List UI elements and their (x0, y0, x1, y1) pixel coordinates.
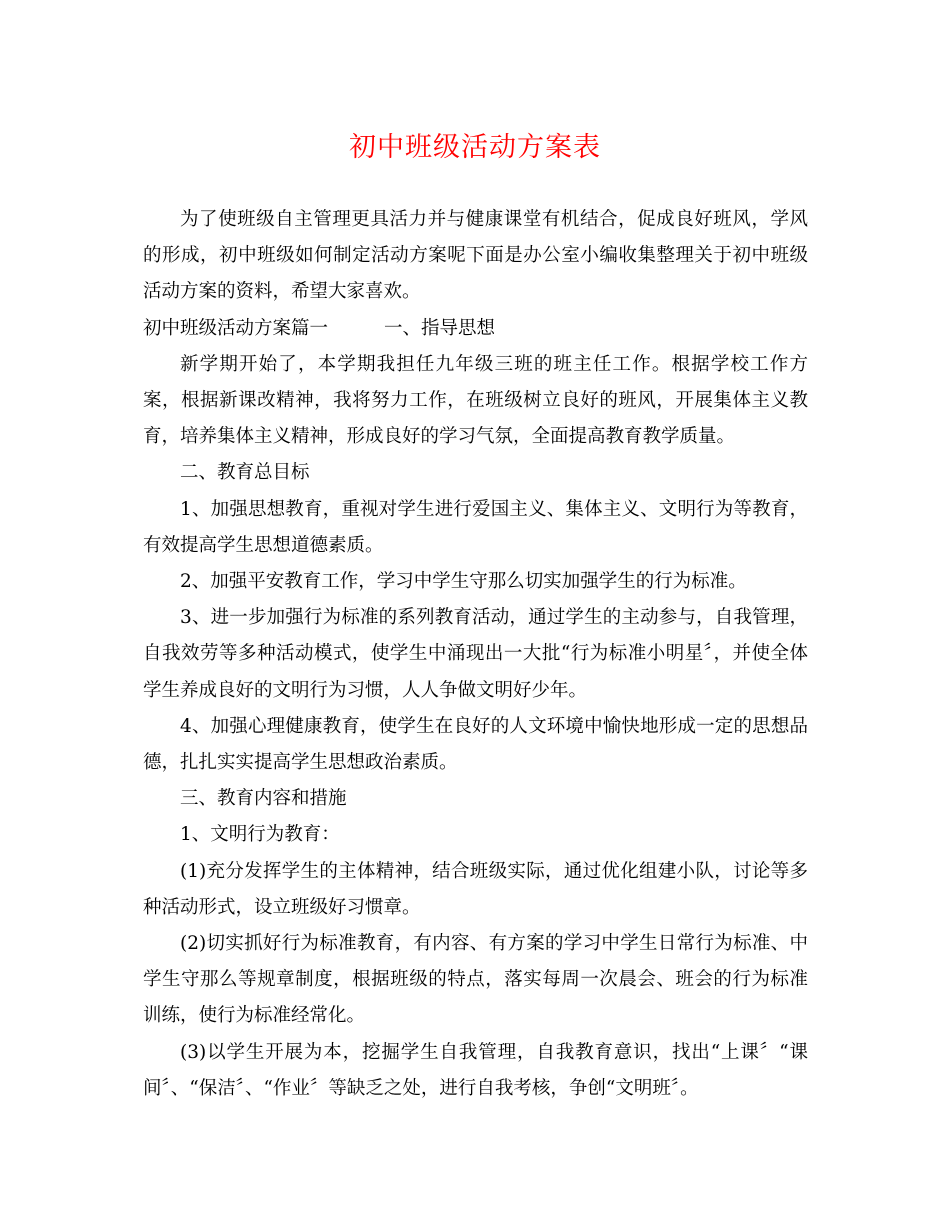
goal-item: 2、加强平安教育工作，学习中学生守那么切实加强学生的行为标准。 (180, 571, 747, 593)
section-label: 初中班级活动方案篇一 (143, 317, 329, 339)
measure-item: (3)以学生开展为本，挖掘学生自我管理，自我教育意识，找出“上课〞“课间〞、“保洁〞、“作业〞等缺乏之处，进行自我考核，争创“文明班〞。 (143, 1041, 808, 1099)
intro-paragraph: 为了使班级自主管理更具活力并与健康课堂有机结合，促成良好班风，学风的形成，初中班级如何制定活动方案呢下面是办公室小编收集整理关于初中班级活动方案的资料，希望大家喜欢。 (143, 209, 808, 303)
goal-item: 1、加强思想教育，重视对学生进行爱国主义、集体主义、文明行为等教育，有效提高学生思想道德素质。 (143, 498, 808, 556)
subsection-heading: 1、文明行为教育： (180, 824, 340, 846)
measure-item: (2)切实抓好行为标准教育，有内容、有方案的学习中学生日常行为标准、中学生守那么等规章制度，根据班级的特点，落实每周一次晨会、班会的行为标准训练，使行为标准经常化。 (143, 933, 808, 1027)
document-title: 初中班级活动方案表 (349, 132, 601, 163)
guiding-heading: 一、指导思想 (384, 317, 496, 339)
goals-heading: 二、教育总目标 (180, 462, 310, 484)
section-header-line (143, 311, 808, 347)
guiding-paragraph: 新学期开始了，本学期我担任九年级三班的班主任工作。根据学校工作方案，根据新课改精神，我将努力工作，在班级树立良好的班风，开展集体主义教育，培养集体主义精神，形成良好的学习气氛，全面提高教育教学质量。 (143, 353, 808, 448)
measure-item: (1)充分发挥学生的主体精神，结合班级实际，通过优化组建小队，讨论等多种活动形式，设立班级好习惯章。 (143, 860, 808, 918)
measures-heading: 三、教育内容和措施 (180, 788, 347, 810)
document-body (143, 202, 808, 1107)
goal-item: 4、加强心理健康教育，使学生在良好的人文环境中愉快地形成一定的思想品德，扎扎实实提高学生思想政治素质。 (143, 715, 808, 774)
goal-item: 3、进一步加强行为标准的系列教育活动，通过学生的主动参与，自我管理，自我效劳等多种活动模式，使学生中涌现出一大批“行为标准小明星〞，并使全体学生养成良好的文明行为习惯，人人争做文明好少年。 (143, 607, 808, 701)
